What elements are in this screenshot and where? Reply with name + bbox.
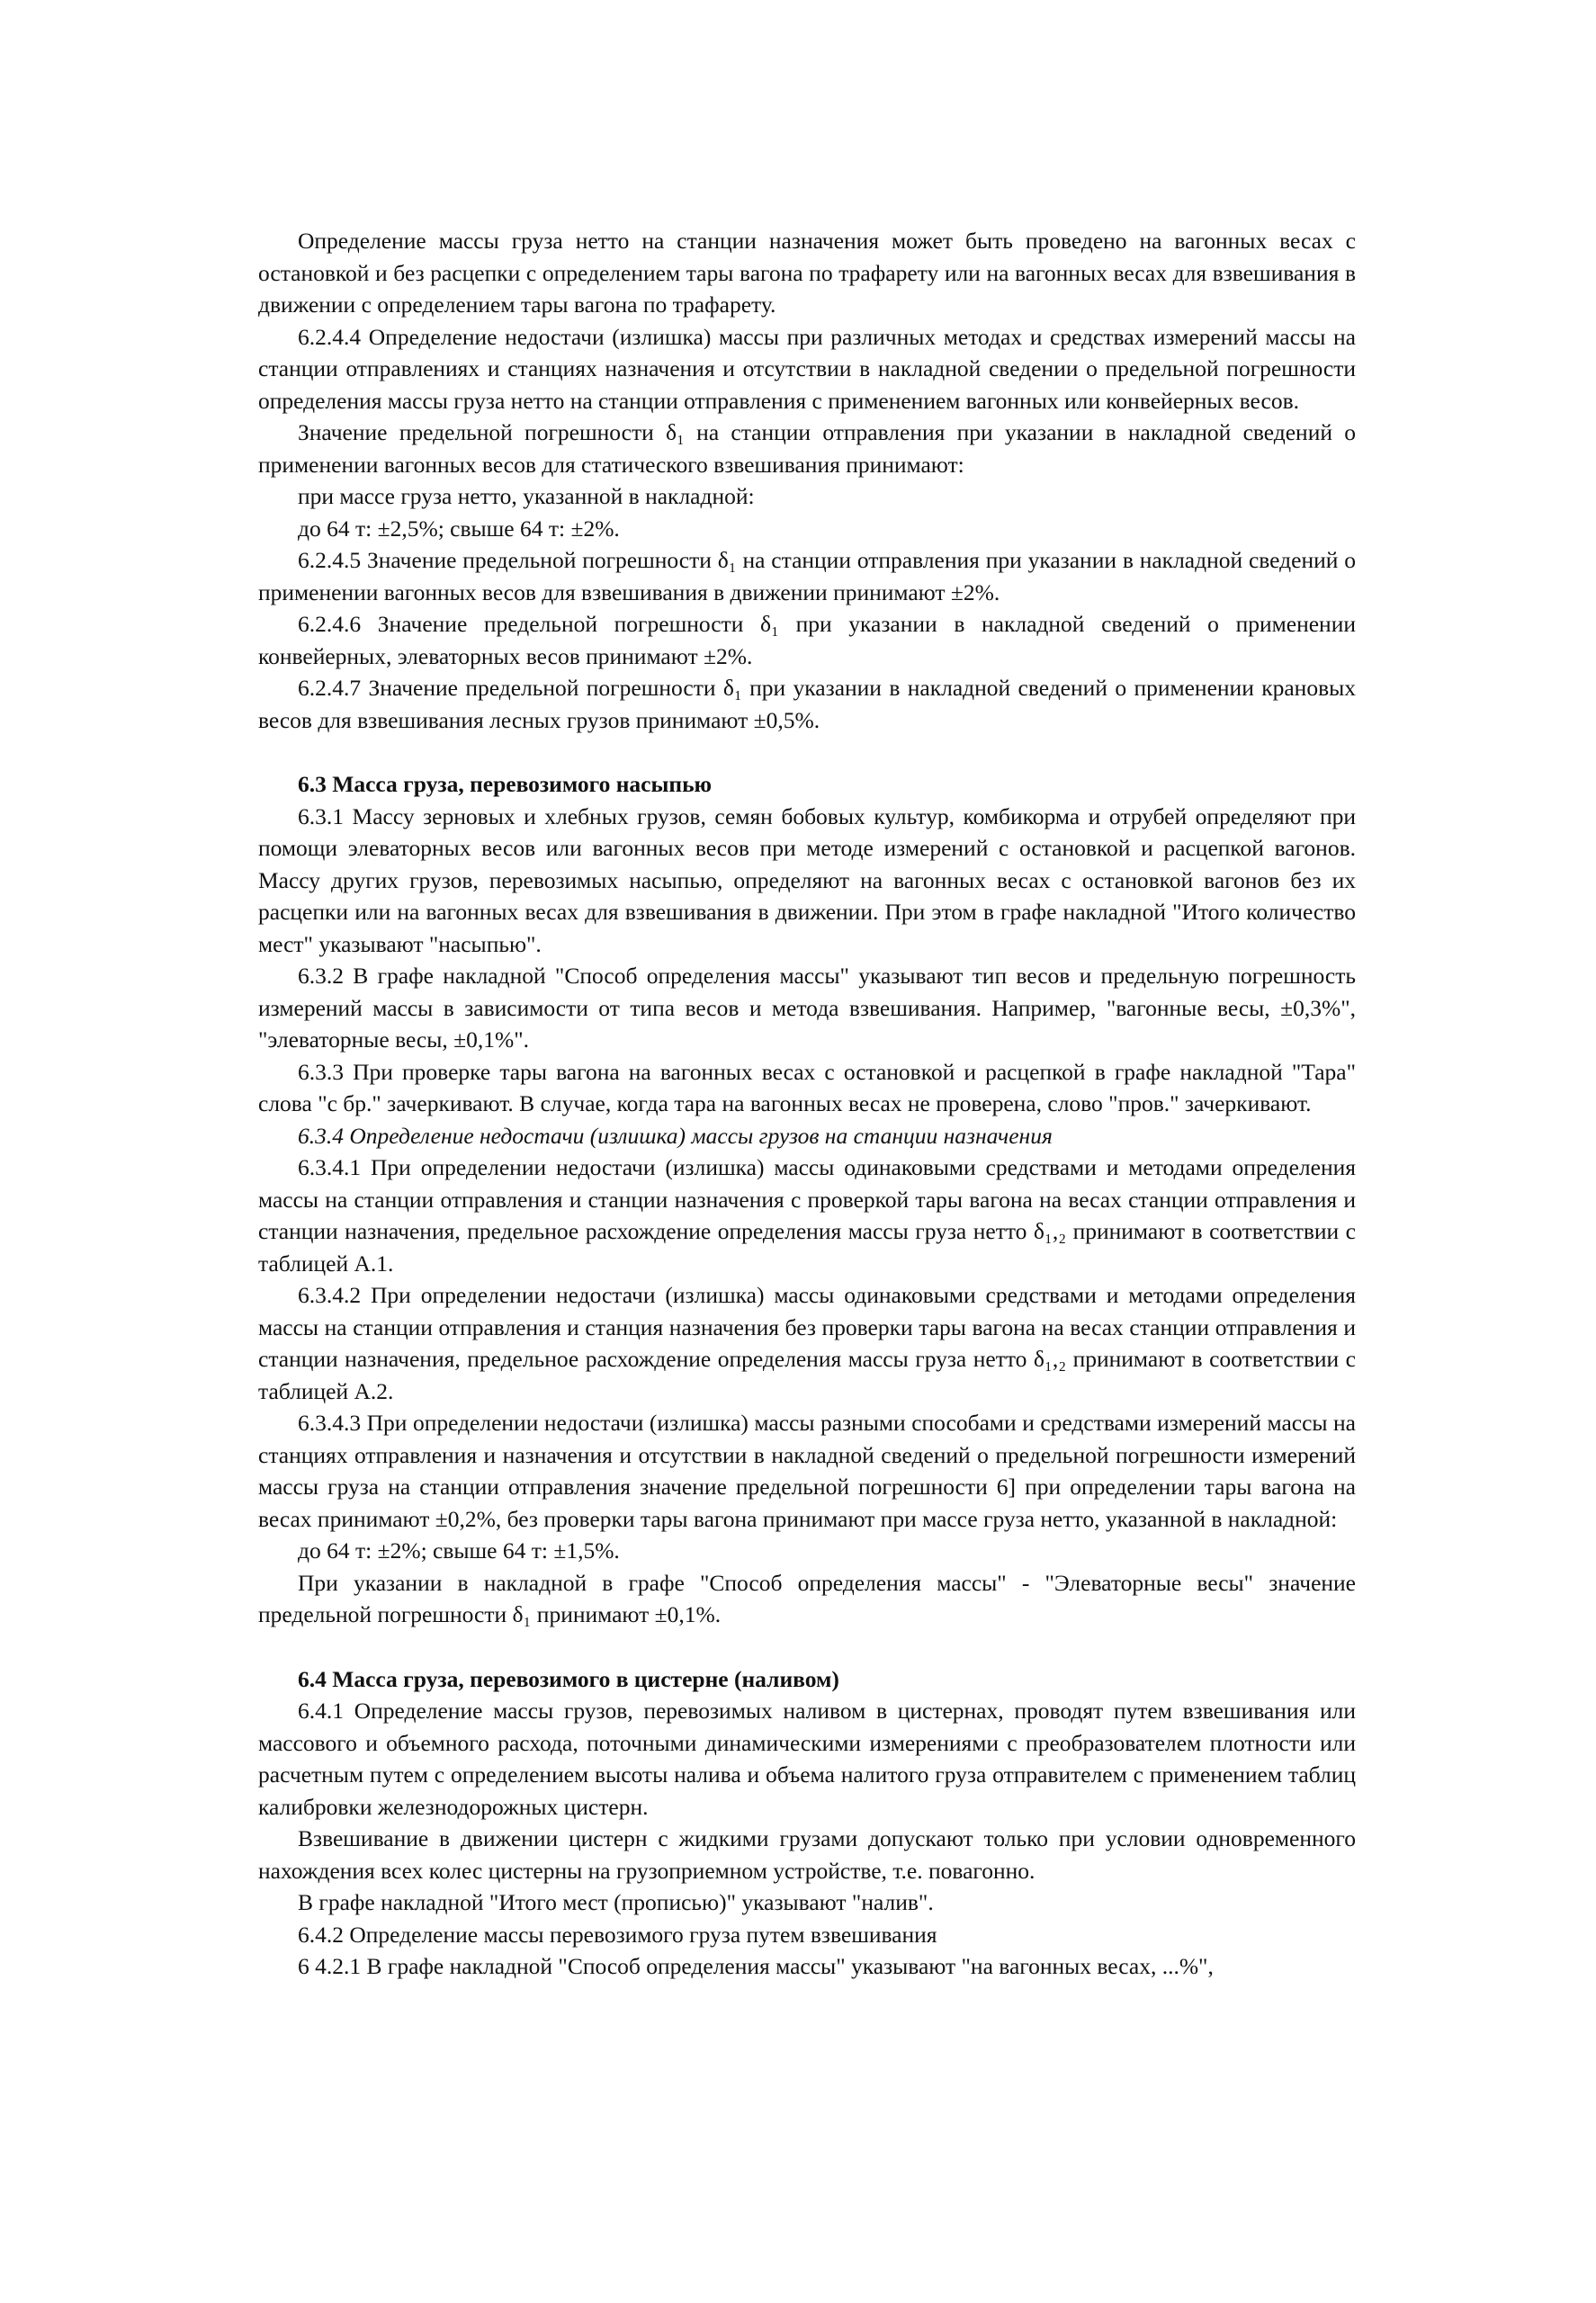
paragraph: Определение массы груза нетто на станции назначения может быть проведено на вагонных весах с остановкой и без расцепки с определением тары вагона по трафарету или на вагонных весах для взвешивания в движении с определением тары вагона по трафарету. bbox=[258, 228, 1356, 318]
subsection-title: 6.3.4 Определение недостачи (излишка) массы грузов на станции назначения bbox=[298, 1122, 1053, 1149]
paragraph: 6.3.4.3 При определении недостачи (излишка) массы разными способами и средствами измерений массы на станциях отправления и назначения и отсутствии в накладной сведений о предельной погрешности измерений массы груза на станции отправления значение предельной погрешности 6] при определении тары вагона на весах принимают ±0,2%, без проверки тары вагона принимают при массе груза нетто, указанной в накладной: bbox=[258, 1410, 1356, 1532]
paragraph: 6.3.1 Массу зерновых и хлебных грузов, семян бобовых культур, комбикорма и отрубей определяют при помощи элеваторных весов или вагонных весов при методе измерений с остановкой и расцепкой вагонов. Массу других грузов, перевозимых насыпью, определяют на вагонных весах с остановкой вагонов без их расцепки или на вагонных весах для взвешивания в движении. При этом в графе накладной "Итого количество мест" указывают "насыпью". bbox=[258, 802, 1356, 957]
document-page bbox=[258, 225, 1356, 1983]
paragraph: При указании в накладной в графе "Способ определения массы" - "Элеваторные весы" значение предельной погрешности δ₁ принимают ±0,1%. bbox=[258, 1569, 1356, 1627]
paragraph: Взвешивание в движении цистерн с жидкими грузами допускают только при условии одновременного нахождения всех колес цистерны на грузоприемном устройстве, т.е. повагонно. bbox=[258, 1825, 1356, 1884]
paragraph: В графе накладной "Итого мест (прописью)" указывают "налив". bbox=[298, 1889, 934, 1915]
paragraph: 6 4.2.1 В графе накладной "Способ определения массы" указывают "на вагонных весах, ...%", bbox=[298, 1953, 1214, 1979]
paragraph: до 64 т: ±2%; свыше 64 т: ±1,5%. bbox=[298, 1537, 620, 1564]
section-63 bbox=[258, 801, 1356, 1631]
paragraph: 6.4.2 Определение массы перевозимого груза путем взвешивания bbox=[298, 1921, 937, 1948]
paragraph: 6.2.4.6 Значение предельной погрешности δ₁ при указании в накладной сведений о применении конвейерных, элеваторных весов принимают ±2%. bbox=[258, 611, 1356, 669]
paragraph: Значение предельной погрешности δ₁ на станции отправления при указании в накладной сведений о применении вагонных весов для статического взвешивания принимают: bbox=[258, 419, 1356, 478]
paragraph: 6.2.4.7 Значение предельной погрешности δ₁ при указании в накладной сведений о применении крановых весов для взвешивания лесных грузов принимают ±0,5%. bbox=[258, 675, 1356, 733]
paragraph: до 64 т: ±2,5%; свыше 64 т: ±2%. bbox=[298, 515, 620, 542]
paragraph: 6.2.4.4 Определение недостачи (излишка) массы при различных методах и средствах измерений массы на станции отправлениях и станциях назначения и отсутствии в накладной сведении о предельной погрешности определения массы груза нетто на станции отправления с применением вагонных или конвейерных весов. bbox=[258, 323, 1356, 414]
section-heading-64: 6.4 Масса груза, перевозимого в цистерне (наливом) bbox=[298, 1665, 839, 1692]
paragraph: 6.3.4.2 При определении недостачи (излишка) массы одинаковыми средствами и методами определения массы на станции отправления и станция назначения без проверки тары вагона на весах станции отправления и станции назначения, предельное расхождение определения массы груза нетто δ₁,₂ принимают в соответствии с таблицей А.2. bbox=[258, 1282, 1356, 1404]
paragraph: 6.3.2 В графе накладной "Способ определения массы" указывают тип весов и предельную погрешность измерений массы в зависимости от типа весов и метода взвешивания. Например, "вагонные весы, ±0,3%", "элеваторные весы, ±0,1%". bbox=[258, 963, 1356, 1053]
section-64 bbox=[258, 1695, 1356, 1983]
paragraph: 6.2.4.5 Значение предельной погрешности δ₁ на станции отправления при указании в накладной сведений о применении вагонных весов для взвешивания в движении принимают ±2%. bbox=[258, 547, 1356, 605]
paragraph: при массе груза нетто, указанной в накладной: bbox=[298, 483, 755, 509]
section-624-continued bbox=[258, 225, 1356, 736]
section-heading-63: 6.3 Масса груза, перевозимого насыпью bbox=[298, 771, 713, 797]
paragraph: 6.4.1 Определение массы грузов, перевозимых наливом в цистернах, проводят путем взвешивания или массового и объемного расхода, поточными динамическими измерениями с преобразователем плотности или расчетным путем с определением высоты налива и объема налитого груза отправителем с применением таблиц калибровки железнодорожных цистерн. bbox=[258, 1698, 1356, 1820]
paragraph: 6.3.3 При проверке тары вагона на вагонных весах с остановкой и расцепкой в графе накладной "Тара" слова "с бр." зачеркивают. В случае, когда тара на вагонных весах не проверена, слово "пров." зачеркивают. bbox=[258, 1058, 1356, 1116]
paragraph: 6.3.4.1 При определении недостачи (излишка) массы одинаковыми средствами и методами определения массы на станции отправления и станции назначения с проверкой тары вагона на весах станции отправления и станции назначения, предельное расхождение определения массы груза нетто δ₁,₂ принимают в соответствии с таблицей А.1. bbox=[258, 1154, 1356, 1277]
